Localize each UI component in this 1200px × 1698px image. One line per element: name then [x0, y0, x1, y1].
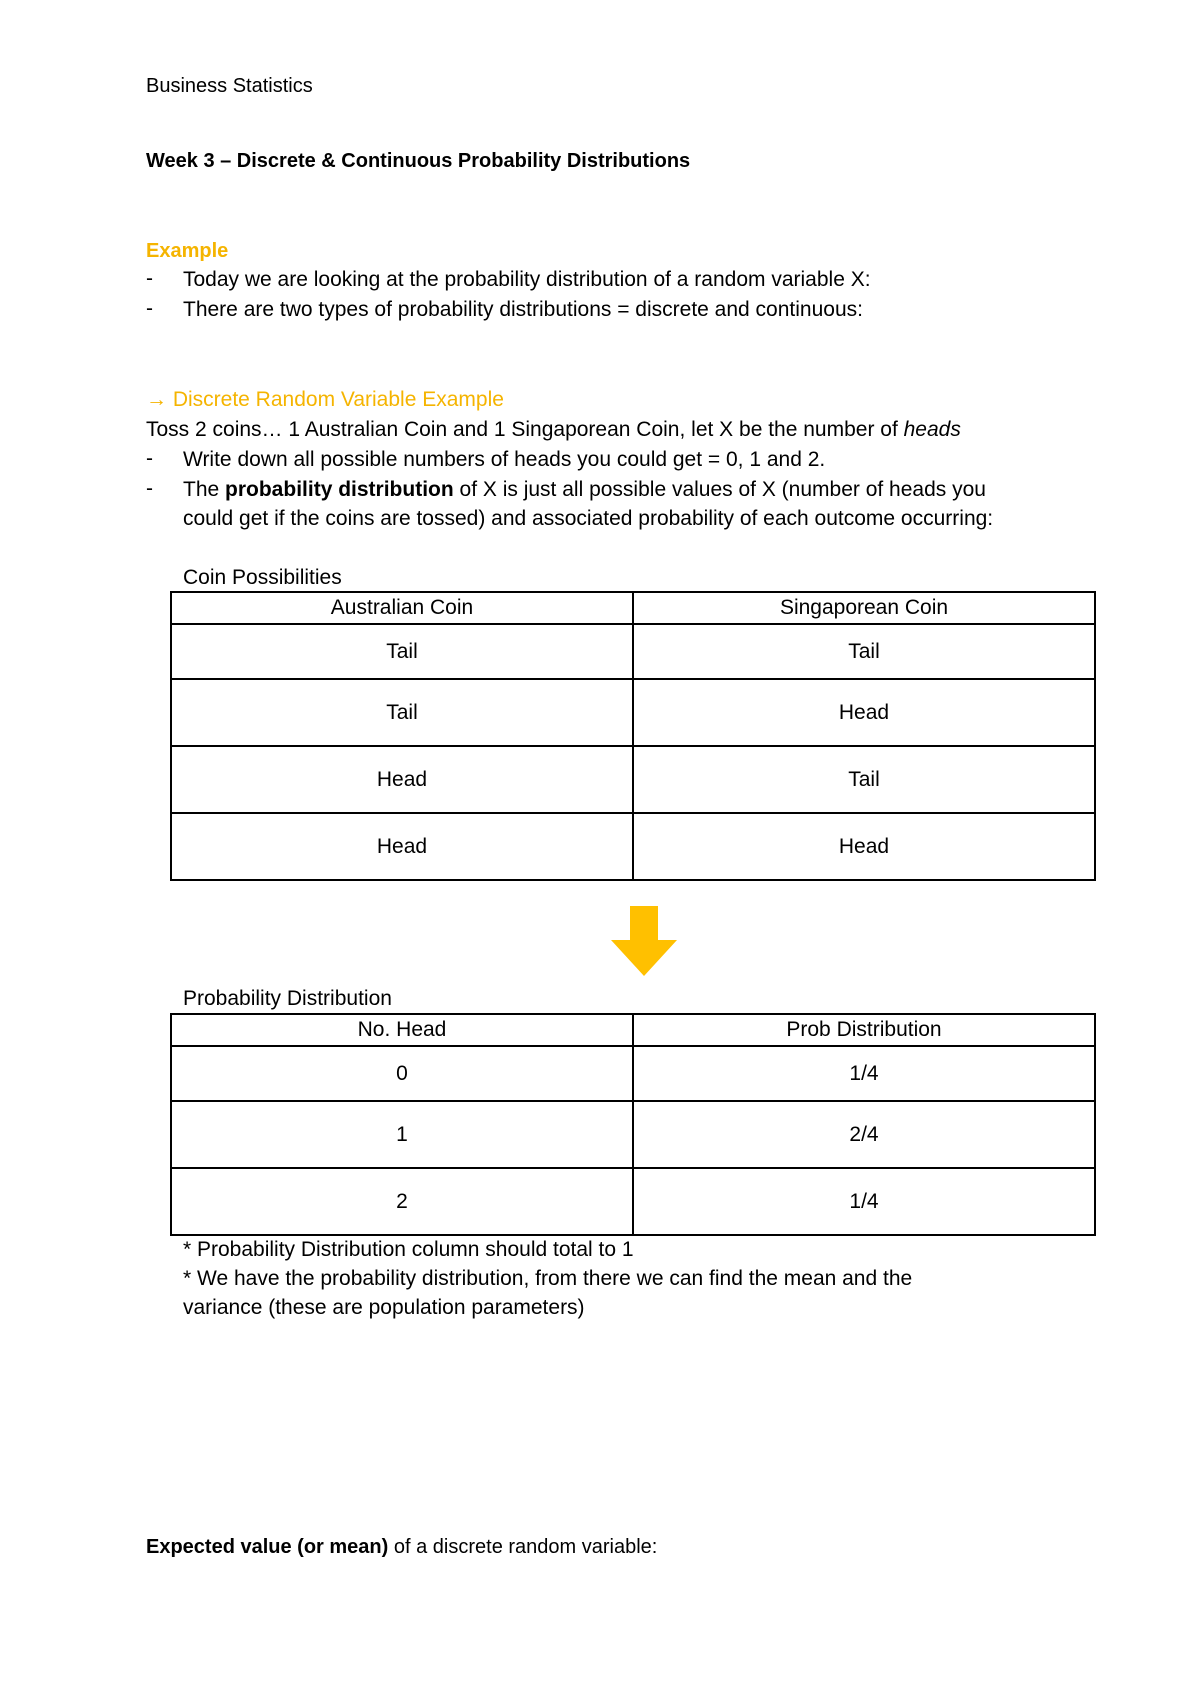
example-bullet-2: There are two types of probability distributions = discrete and continuous:: [183, 298, 863, 321]
discrete-intro-text: Toss 2 coins… 1 Australian Coin and 1 Singaporean Coin, let X be the number of: [146, 418, 904, 441]
table-cell: Head: [171, 746, 633, 813]
example-heading: Example: [146, 240, 229, 262]
table-row: [171, 1168, 1095, 1235]
bullet-2-suffix: of X is just all possible values of X (number of heads you: [453, 478, 986, 501]
table-cell: 0: [171, 1046, 633, 1101]
table-cell: Head: [171, 813, 633, 880]
bullet-dash: -: [146, 297, 153, 320]
note-2: * We have the probability distribution, from there we can find the mean and the: [183, 1267, 913, 1290]
prob-table: [170, 1013, 1096, 1236]
prob-table-caption: Probability Distribution: [183, 987, 392, 1010]
example-bullet-1: Today we are looking at the probability distribution of a random variable X:: [183, 268, 871, 291]
bullet-2-prefix: The: [183, 478, 226, 501]
table-row: [171, 1046, 1095, 1101]
note-1: * Probability Distribution column should total to 1: [183, 1238, 634, 1261]
discrete-heading: → Discrete Random Variable Example: [146, 388, 504, 411]
table-cell: Tail: [171, 679, 633, 746]
table-header-row: [171, 592, 1095, 624]
discrete-bullet-1: Write down all possible numbers of heads you could get = 0, 1 and 2.: [183, 448, 826, 471]
table-header: Australian Coin: [171, 592, 633, 624]
coin-table-caption: Coin Possibilities: [183, 566, 342, 589]
coin-table: [170, 591, 1096, 881]
table-header: Prob Distribution: [633, 1014, 1095, 1046]
bullet-dash: -: [146, 267, 153, 290]
table-cell: 1/4: [633, 1168, 1095, 1235]
discrete-bullet-2: [183, 478, 986, 502]
bullet-dash: -: [146, 447, 153, 470]
table-header: No. Head: [171, 1014, 633, 1046]
table-row: [171, 1101, 1095, 1168]
discrete-bullet-2-line2: could get if the coins are tossed) and associated probability of each outcome occurring:: [183, 507, 994, 530]
discrete-intro-italic: heads: [903, 418, 961, 441]
table-row: [171, 746, 1095, 813]
note-3: variance (these are population parameters): [183, 1296, 585, 1319]
table-row: [171, 679, 1095, 746]
table-header: Singaporean Coin: [633, 592, 1095, 624]
table-cell: 1: [171, 1101, 633, 1168]
table-cell: 1/4: [633, 1046, 1095, 1101]
table-cell: 2: [171, 1168, 633, 1235]
table-cell: Tail: [171, 624, 633, 679]
expected-value-bold: Expected value (or mean): [146, 1536, 389, 1558]
bullet-2-bold: probability distribution: [225, 478, 454, 501]
page-title: Week 3 – Discrete & Continuous Probability Distributions: [146, 150, 691, 172]
table-cell: 2/4: [633, 1101, 1095, 1168]
table-cell: Head: [633, 679, 1095, 746]
course-name: Business Statistics: [146, 75, 313, 97]
table-row: [171, 624, 1095, 679]
expected-value-rest: of a discrete random variable:: [388, 1536, 658, 1558]
table-cell: Tail: [633, 746, 1095, 813]
discrete-intro: [146, 418, 961, 442]
table-row: [171, 813, 1095, 880]
bullet-dash: -: [146, 477, 153, 500]
down-arrow-icon: [609, 906, 679, 978]
table-cell: Head: [633, 813, 1095, 880]
table-header-row: [171, 1014, 1095, 1046]
expected-value-line: [146, 1536, 657, 1559]
table-cell: Tail: [633, 624, 1095, 679]
